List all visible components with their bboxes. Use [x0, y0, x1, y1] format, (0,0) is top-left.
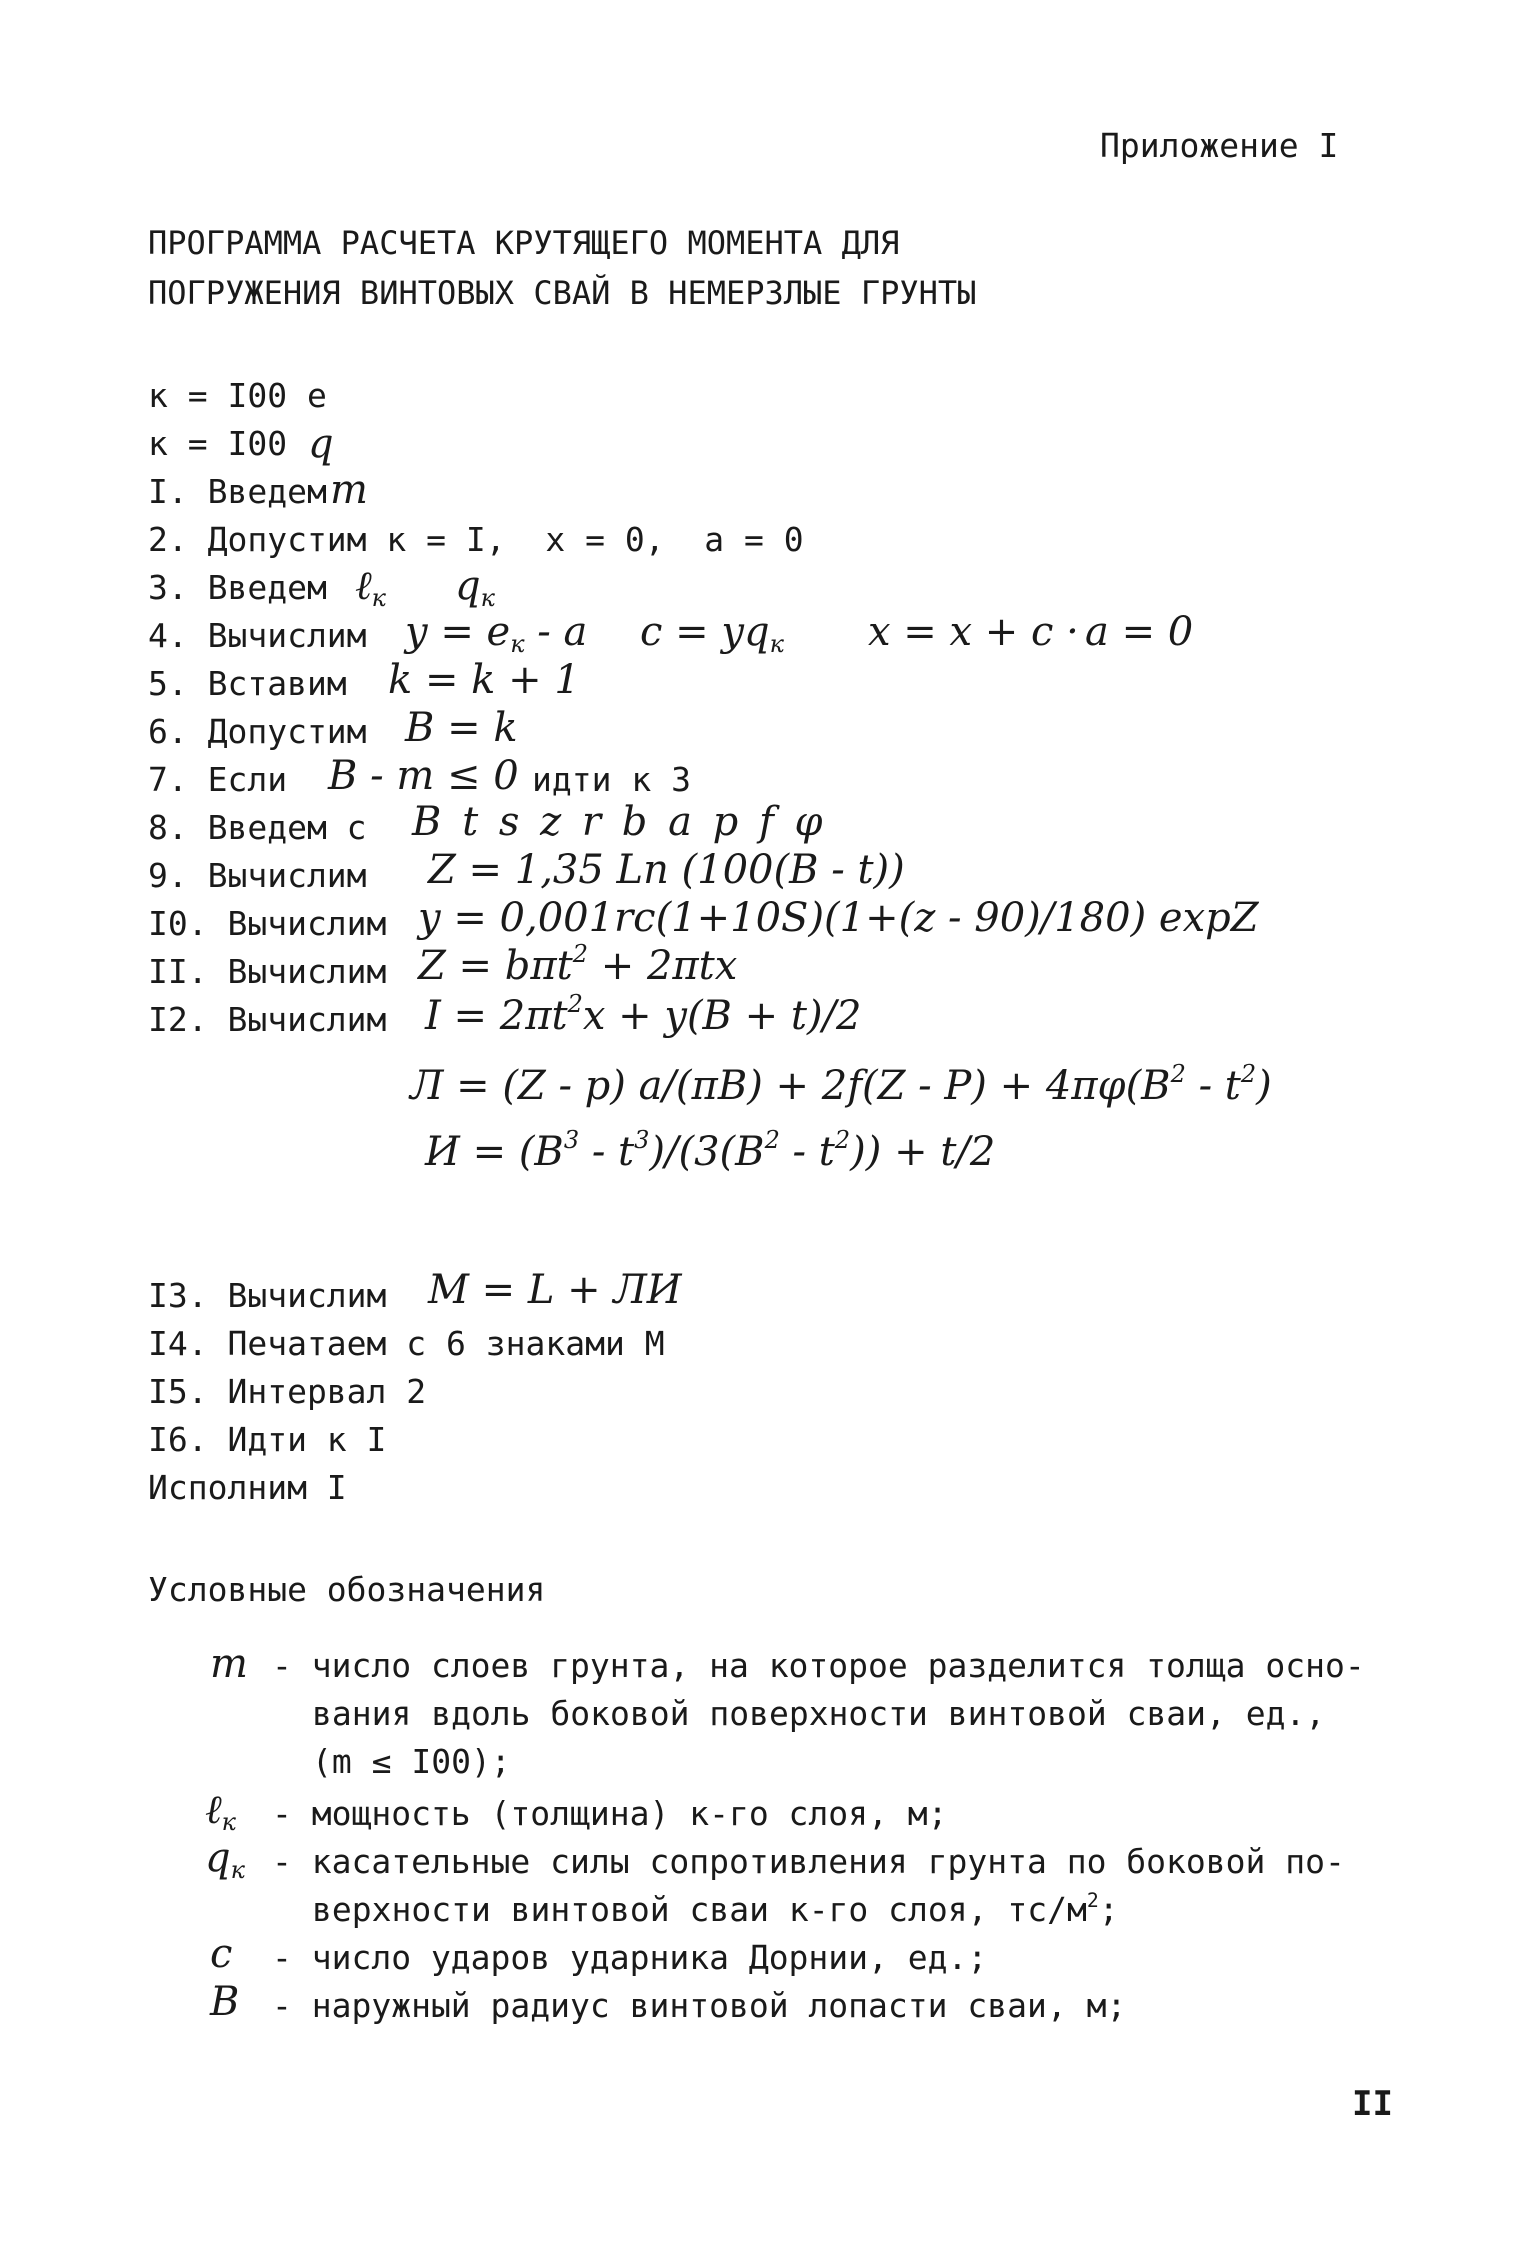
legend-text-line: - число слоев грунта, на которое разделится толща осно-	[272, 1646, 1365, 1685]
legend-symbol: ℓ$_к$	[205, 1787, 237, 1837]
step-16-label: I6. Идти к I	[148, 1420, 387, 1459]
step-10-formula: y = 0,001rc(1+10S)(1+(z - 90)/180) expZ	[418, 895, 1259, 941]
step-6-label: 6. Допустим	[148, 712, 367, 751]
step-14-label: I4. Печатаем с 6 знаками М	[148, 1324, 665, 1363]
k-q-line: к = I00	[148, 424, 288, 463]
legend-text-line: - касательные силы сопротивления грунта по боковой по-	[272, 1842, 1345, 1881]
step-4-formula-2: $c = yq_к$	[640, 609, 784, 659]
step-6-formula: B = k	[405, 705, 518, 751]
step-2-label: 2. Допустим к = I, x = 0, a = 0	[148, 520, 804, 559]
step-11-label: II. Вычислим	[148, 952, 387, 991]
step-4-formula-4: a = 0	[1085, 609, 1194, 655]
legend-symbol: $q_к$	[205, 1835, 245, 1885]
page-number: II	[1352, 2084, 1393, 2124]
step-4-formula-3: x = x + c ·	[868, 609, 1079, 655]
step-7-label: 7. Если	[148, 760, 288, 799]
step-5-formula: k = k + 1	[388, 657, 580, 703]
appendix-label: Приложение I	[1100, 126, 1339, 165]
step-1-formula: m	[330, 467, 368, 513]
k-e-line: к = I00 е	[148, 376, 327, 415]
step-13-label: I3. Вычислим	[148, 1276, 387, 1315]
step-15-label: I5. Интервал 2	[148, 1372, 427, 1411]
legend-symbol: c	[210, 1931, 233, 1977]
k-q-symbol: q	[308, 421, 334, 467]
step-8-label: 8. Введем с	[148, 808, 367, 847]
run-label: Исполним I	[148, 1468, 347, 1507]
legend-text-line: - наружный радиус винтовой лопасти сваи, м;	[272, 1986, 1127, 2025]
step-5-label: 5. Вставим	[148, 664, 347, 703]
legend-text-line: (m ≤ I00);	[312, 1742, 511, 1781]
title-line-1: ПРОГРАММА РАСЧЕТА КРУТЯЩЕГО МОМЕНТА ДЛЯ	[148, 224, 900, 262]
step-12-formula-l: Л = (Z - p) $a/(\pi B) + 2f(Z - P) + 4\pi\varphi(B^2 - t^2)$	[410, 1060, 1272, 1109]
legend-text-line: - мощность (толщина) к-го слоя, м;	[272, 1794, 948, 1833]
legend-text-line: вания вдоль боковой поверхности винтовой сваи, ед.,	[312, 1694, 1326, 1733]
step-12-formula-and: $И = (B^3 - t^3)/(3(B^2 - t^2)) + t/2$	[425, 1126, 996, 1175]
step-13-formula: M = L + ЛИ	[428, 1267, 682, 1313]
step-3-formula-b: $q_к$	[455, 563, 495, 613]
step-3-formula-a: ℓ$_к$	[355, 563, 387, 613]
legend-text-line: верхности винтовой сваи к-го слоя, $тс/м^2$;	[312, 1889, 1119, 1929]
step-3-label: 3. Введем	[148, 568, 327, 607]
step-7-tail: идти к 3	[532, 760, 691, 799]
title-line-2: ПОГРУЖЕНИЯ ВИНТОВЫХ СВАЙ В НЕМЕРЗЛЫЕ ГРУНТЫ	[148, 274, 977, 312]
step-11-formula: Z = bπt$^2$ + 2πtx	[418, 940, 738, 989]
step-8-formula: B t s z r b a p f φ	[412, 799, 827, 845]
step-9-formula: Z = 1,35 Ln (100(B - t))	[428, 847, 905, 893]
step-10-label: I0. Вычислим	[148, 904, 387, 943]
step-7-formula: B - m ≤ 0	[328, 753, 519, 799]
legend-text-line: - число ударов ударника Дорнии, ед.;	[272, 1938, 988, 1977]
legend-symbol: B	[210, 1979, 240, 2025]
step-4-formula-1: $y = e_к - a$	[405, 609, 588, 659]
step-12-formula-i: $I = 2\pi t^2x + y(B + t)/2$	[425, 990, 862, 1039]
legend-heading: Условные обозначения	[148, 1570, 546, 1609]
step-4-label: 4. Вычислим	[148, 616, 367, 655]
step-1-label: I. Введем	[148, 472, 327, 511]
step-9-label: 9. Вычислим	[148, 856, 367, 895]
legend-symbol: m	[210, 1641, 248, 1687]
step-12-label: I2. Вычислим	[148, 1000, 387, 1039]
